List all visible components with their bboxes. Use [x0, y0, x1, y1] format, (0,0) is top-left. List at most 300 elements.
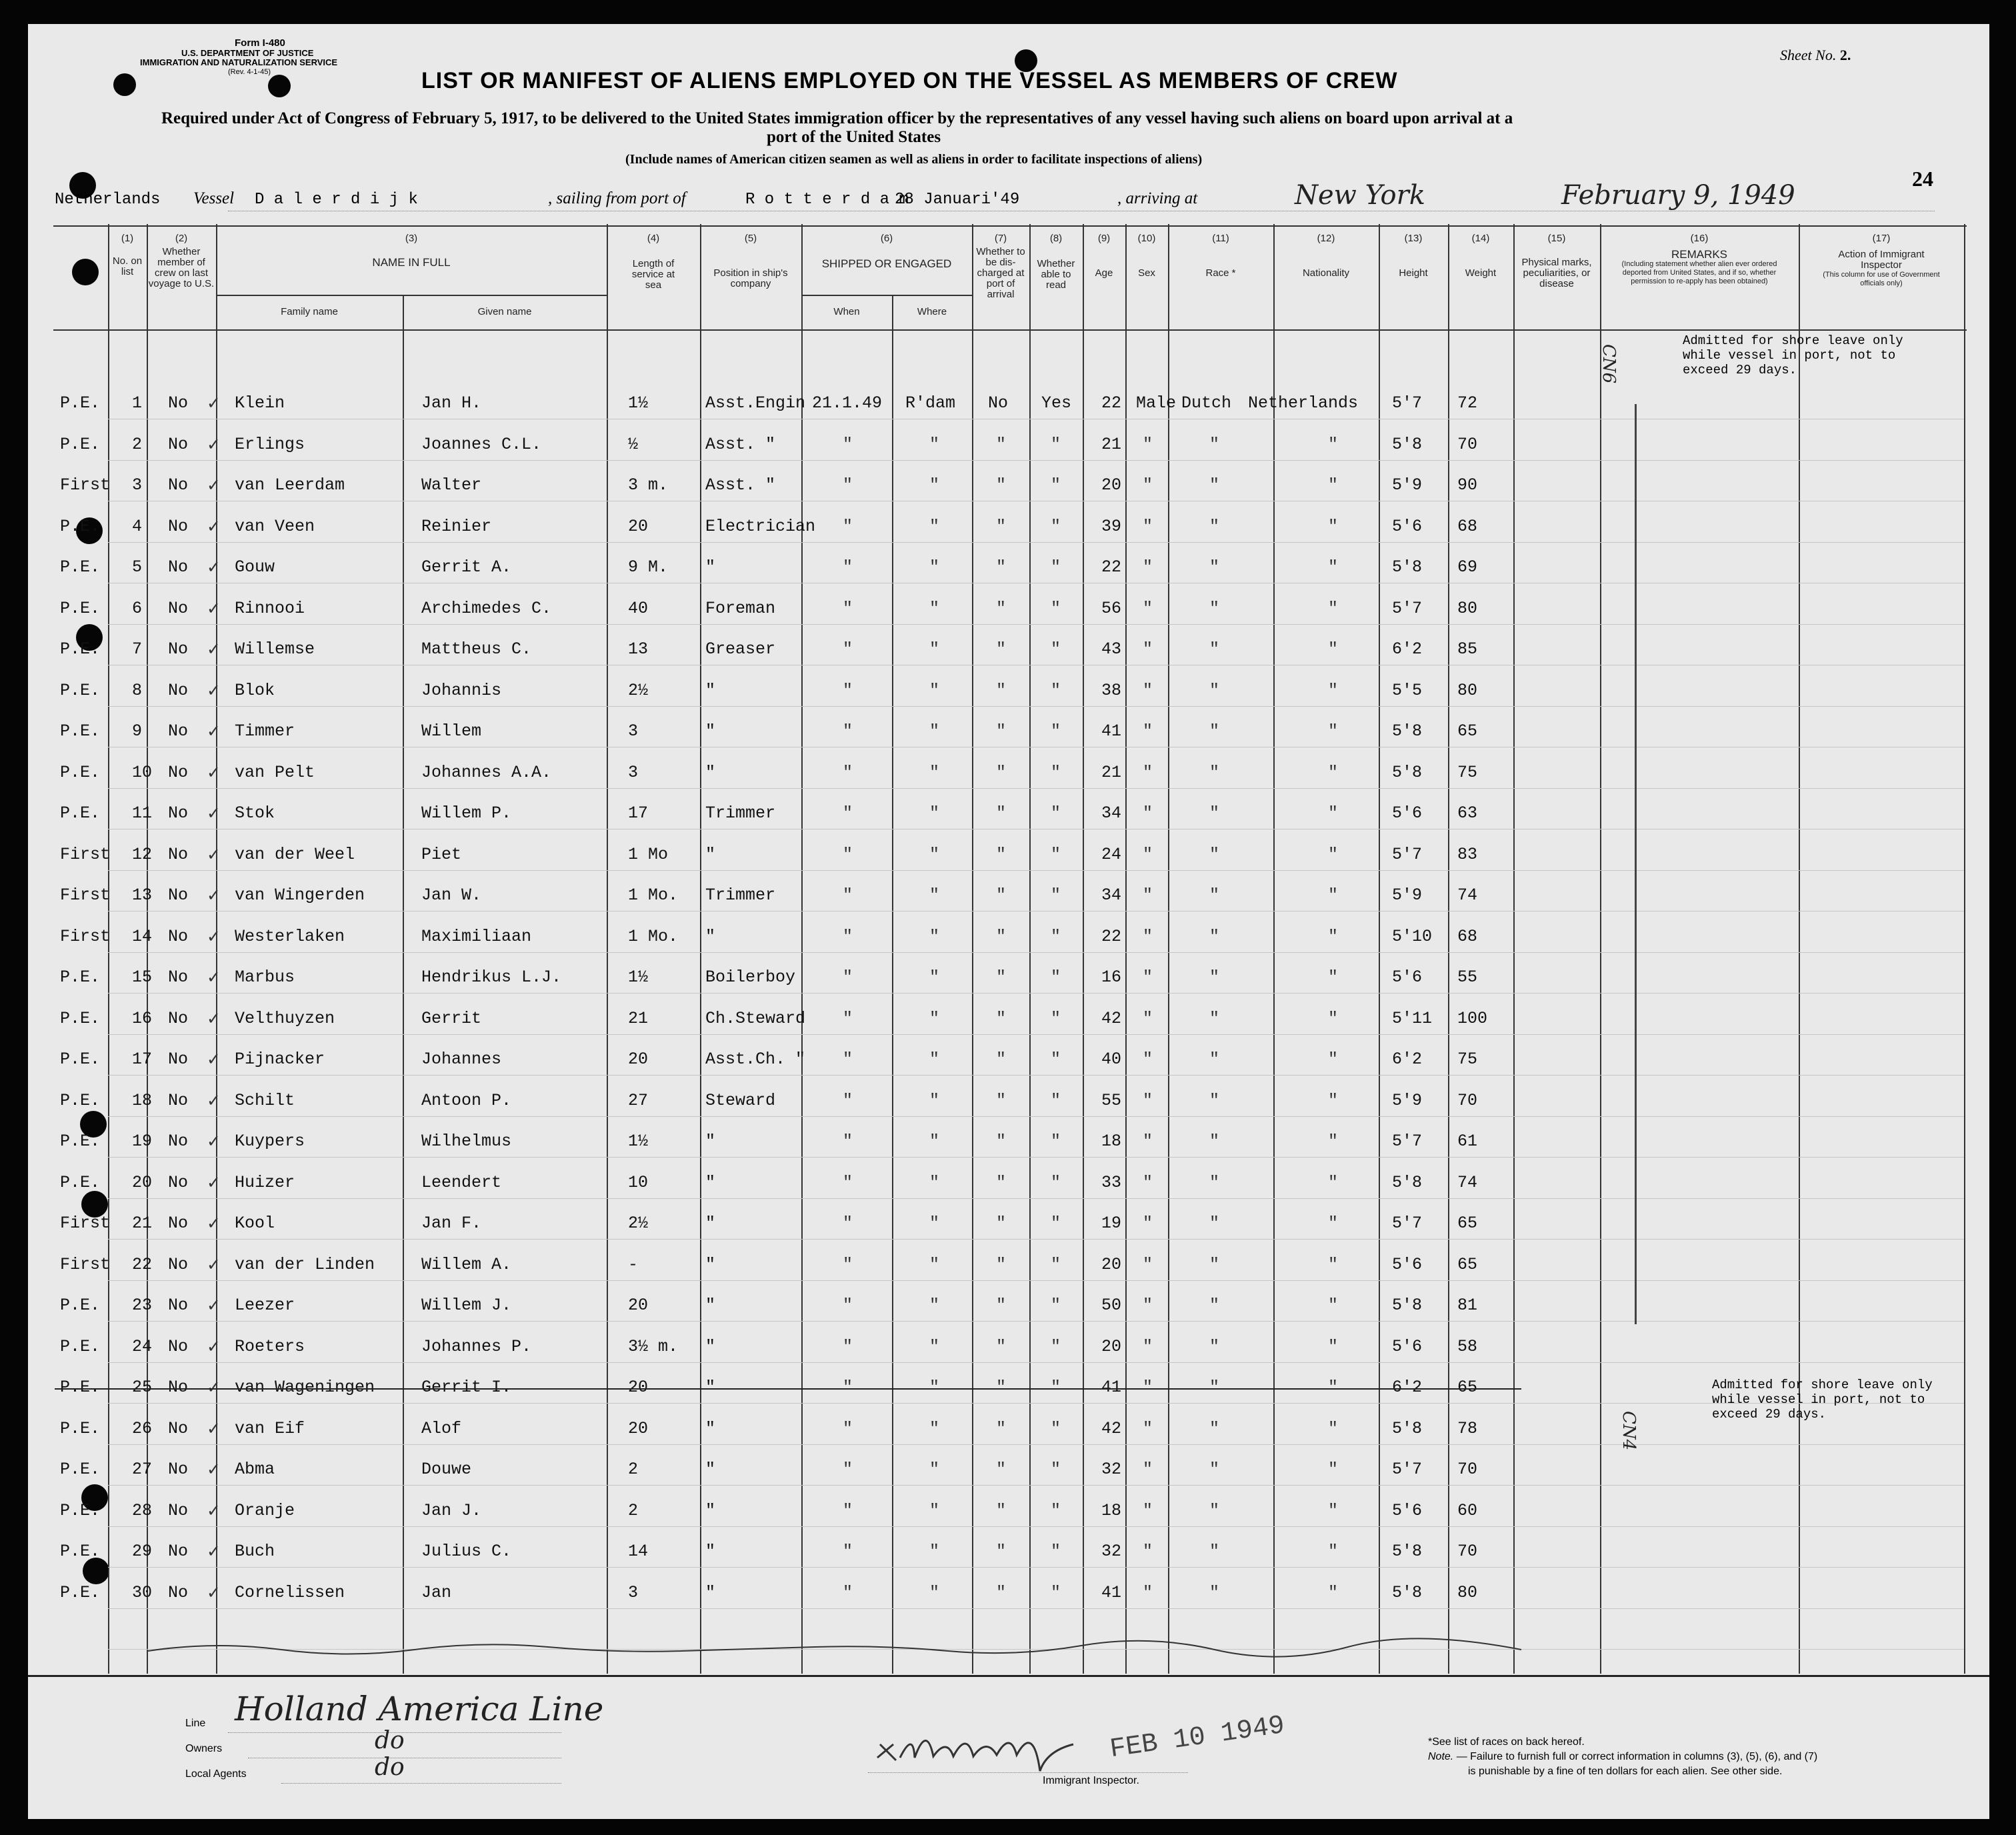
table-row [28, 671, 1989, 713]
cell-position: " [705, 1500, 716, 1520]
cell-weight: 61 [1457, 1132, 1478, 1151]
cell-when-ditto: " [843, 762, 853, 782]
cell-discharged-ditto: " [996, 844, 1007, 864]
cell-where-ditto: " [929, 1296, 940, 1315]
cell-service: 3 [628, 1582, 639, 1602]
port-to: New York [1295, 180, 1425, 211]
cell-age: 43 [1101, 639, 1122, 659]
cell-position: " [705, 1172, 716, 1192]
cell-check: ✓ [207, 968, 221, 987]
cell-age: 20 [1101, 1336, 1122, 1356]
table-row [28, 589, 1989, 631]
cell-given-name: Reinier [421, 516, 492, 536]
col-label: NAME IN FULL [372, 256, 451, 269]
cell-family-name: Westerlaken [235, 926, 345, 946]
cell-class: P.E. [60, 1008, 101, 1028]
col6-where-header: Where [917, 306, 947, 317]
cell-position: Trimmer [705, 885, 776, 905]
cell-height: 5'5 [1392, 680, 1423, 700]
col14-header [1448, 233, 1513, 279]
cell-read-ditto: " [1051, 639, 1061, 659]
cell-nationality-ditto: " [1328, 639, 1339, 659]
cell-nationality-ditto: " [1328, 1542, 1339, 1561]
col-label: No. on list [112, 255, 143, 277]
table-row [28, 753, 1989, 795]
table-row [28, 384, 1989, 425]
cell-race-ditto: " [1209, 1460, 1220, 1479]
cell-family-name: van Eif [235, 1418, 305, 1438]
cell-check: ✓ [207, 721, 221, 741]
cell-weight: 55 [1457, 968, 1478, 987]
cell-family-name: Leezer [235, 1296, 295, 1315]
cell-height: 5'8 [1392, 1582, 1423, 1602]
cell-service: 1 Mo. [628, 926, 679, 946]
cell-race: Dutch [1181, 393, 1232, 413]
line-label: Line [185, 1718, 206, 1729]
cell-where-ditto: " [929, 968, 940, 987]
table-row [28, 918, 1989, 959]
cell-sex-ditto: " [1143, 885, 1153, 905]
cell-sex-ditto: " [1143, 680, 1153, 700]
cell-race-ditto: " [1209, 885, 1220, 905]
cell-previous-voyage: No [168, 1132, 189, 1151]
cell-given-name: Walter [421, 475, 482, 495]
cell-position: " [705, 762, 716, 782]
cell-when-ditto: " [843, 1460, 853, 1479]
cell-when-ditto: " [843, 885, 853, 905]
remark-text-2b: while vessel in port, not to [1712, 1392, 1925, 1407]
cell-height: 5'7 [1392, 1132, 1423, 1151]
cell-given-name: Willem A. [421, 1254, 512, 1274]
cell-previous-voyage: No [168, 516, 189, 536]
cell-previous-voyage: No [168, 1542, 189, 1561]
cell-race-ditto: " [1209, 598, 1220, 618]
col10-header [1125, 233, 1168, 279]
col-label: REMARKS [1671, 248, 1728, 261]
cell-service: 21 [628, 1008, 649, 1028]
col-label: Physical marks, peculiarities, or disease [1521, 257, 1592, 289]
cell-given-name: Antoon P. [421, 1090, 512, 1110]
cell-height: 5'7 [1392, 1460, 1423, 1479]
cell-position: " [705, 1460, 716, 1479]
cell-height: 5'8 [1392, 434, 1423, 454]
cell-where-ditto: " [929, 721, 940, 741]
cell-where-ditto: " [929, 1542, 940, 1561]
cell-weight: 78 [1457, 1418, 1478, 1438]
cell-service: 1½ [628, 1132, 649, 1151]
cell-position: Greaser [705, 639, 776, 659]
cell-previous-voyage: No [168, 680, 189, 700]
cell-number: 15 [132, 968, 153, 987]
cell-position: " [705, 926, 716, 946]
cell-sex-ditto: " [1143, 1090, 1153, 1110]
col2-header [148, 233, 215, 289]
cell-previous-voyage: No [168, 475, 189, 495]
cell-discharged-ditto: " [996, 1460, 1007, 1479]
cell-nationality-ditto: " [1328, 1500, 1339, 1520]
cell-sex-ditto: " [1143, 1542, 1153, 1561]
cell-given-name: Hendrikus L.J. [421, 968, 562, 987]
cell-discharged-ditto: " [996, 1132, 1007, 1151]
cell-weight: 70 [1457, 434, 1478, 454]
cell-previous-voyage: No [168, 803, 189, 823]
cell-sex-ditto: " [1143, 1050, 1153, 1069]
cell-class: P.E. [60, 639, 101, 659]
cell-class: P.E. [60, 557, 101, 577]
table-row [28, 876, 1989, 918]
cell-position: Asst. " [705, 475, 776, 495]
cell-read-ditto: " [1051, 1090, 1061, 1110]
cell-service: 2½ [628, 680, 649, 700]
cell-when-ditto: " [843, 598, 853, 618]
table-row [28, 1286, 1989, 1328]
cell-read-ditto: " [1051, 680, 1061, 700]
punch-hole [113, 73, 136, 96]
cell-sex-ditto: " [1143, 1336, 1153, 1356]
cell-check: ✓ [207, 1254, 221, 1274]
cell-nationality: Netherlands [1248, 393, 1359, 413]
cell-number: 5 [132, 557, 143, 577]
col-number: (2) [175, 233, 188, 244]
cell-sex-ditto: " [1143, 516, 1153, 536]
cell-race-ditto: " [1209, 1418, 1220, 1438]
page-number: 24 [1912, 167, 1933, 191]
cell-service: 1½ [628, 393, 649, 413]
cell-where-ditto: " [929, 1582, 940, 1602]
form-revision: (Rev. 4-1-45) [228, 68, 271, 76]
col-label: Whether member of crew on last voyage to U.S. [148, 246, 215, 289]
cell-when-ditto: " [843, 557, 853, 577]
cell-race-ditto: " [1209, 1336, 1220, 1356]
cell-service: ½ [628, 434, 639, 454]
cell-given-name: Mattheus C. [421, 639, 532, 659]
cell-weight: 70 [1457, 1542, 1478, 1561]
end-of-list-wavy-line [148, 1638, 1521, 1658]
table-row [28, 794, 1989, 835]
cell-number: 6 [132, 598, 143, 618]
cell-position: Foreman [705, 598, 776, 618]
cell-where-ditto: " [929, 926, 940, 946]
cell-given-name: Johannes [421, 1050, 502, 1069]
cell-given-name: Jan F. [421, 1214, 482, 1233]
date-to: February 9, 1949 [1561, 180, 1795, 211]
cell-race-ditto: " [1209, 1254, 1220, 1274]
cell-read-ditto: " [1051, 844, 1061, 864]
cell-check: ✓ [207, 1418, 221, 1438]
cell-discharged-ditto: " [996, 1214, 1007, 1233]
cell-height: 5'7 [1392, 1214, 1423, 1233]
col-number: (10) [1137, 233, 1156, 244]
col-number: (7) [994, 233, 1007, 244]
cell-previous-voyage: No [168, 557, 189, 577]
cell-sex-ditto: " [1143, 1500, 1153, 1520]
cell-age: 19 [1101, 1214, 1122, 1233]
cell-height: 6'2 [1392, 1050, 1423, 1069]
cell-class: First [60, 1254, 111, 1274]
cell-when-ditto: " [843, 1008, 853, 1028]
cell-height: 5'8 [1392, 721, 1423, 741]
line-value: Holland America Line [235, 1690, 604, 1728]
cell-discharged-ditto: " [996, 680, 1007, 700]
table-row [28, 1328, 1989, 1369]
cell-previous-voyage: No [168, 721, 189, 741]
cell-number: 12 [132, 844, 153, 864]
remark-code-1: CN6 [1599, 344, 1619, 384]
cell-previous-voyage: No [168, 598, 189, 618]
cell-nationality-ditto: " [1328, 1582, 1339, 1602]
cell-where-ditto: " [929, 1378, 940, 1397]
cell-nationality-ditto: " [1328, 721, 1339, 741]
cell-given-name: Wilhelmus [421, 1132, 512, 1151]
cell-family-name: Gouw [235, 557, 275, 577]
cell-check: ✓ [207, 516, 221, 536]
col-number: (4) [647, 233, 660, 244]
cell-read-ditto: " [1051, 1008, 1061, 1028]
table-row [28, 958, 1989, 1000]
cell-number: 4 [132, 516, 143, 536]
cell-service: 20 [628, 1296, 649, 1315]
cell-nationality-ditto: " [1328, 680, 1339, 700]
cell-where-ditto: " [929, 1090, 940, 1110]
table-row [28, 1164, 1989, 1205]
cell-where-ditto: " [929, 680, 940, 700]
cell-service: 17 [628, 803, 649, 823]
cell-read-ditto: " [1051, 557, 1061, 577]
cell-given-name: Julius C. [421, 1542, 512, 1561]
cell-given-name: Gerrit [421, 1008, 482, 1028]
cell-family-name: Stok [235, 803, 275, 823]
cell-number: 22 [132, 1254, 153, 1274]
cell-check: ✓ [207, 762, 221, 782]
table-top-border [53, 225, 1967, 227]
cell-family-name: Rinnooi [235, 598, 305, 618]
cell-age: 24 [1101, 844, 1122, 864]
cell-weight: 68 [1457, 516, 1478, 536]
cell-family-name: Cornelissen [235, 1582, 345, 1602]
cell-height: 5'6 [1392, 803, 1423, 823]
col9-header [1083, 233, 1125, 279]
cell-sex-ditto: " [1143, 721, 1153, 741]
cell-position: Electrician [705, 516, 816, 536]
cell-service: 9 M. [628, 557, 669, 577]
cell-age: 42 [1101, 1418, 1122, 1438]
cell-check: ✓ [207, 926, 221, 946]
col-label: Position in ship's company [713, 267, 788, 289]
cell-weight: 68 [1457, 926, 1478, 946]
cell-race-ditto: " [1209, 721, 1220, 741]
cell-age: 34 [1101, 885, 1122, 905]
remark-code-2: CN4 [1619, 1411, 1639, 1451]
cell-weight: 65 [1457, 721, 1478, 741]
cell-when-ditto: " [843, 968, 853, 987]
cell-given-name: Joannes C.L. [421, 434, 542, 454]
cell-race-ditto: " [1209, 762, 1220, 782]
form-number: Form I-480 [235, 37, 285, 49]
cell-height: 5'8 [1392, 1542, 1423, 1561]
cell-number: 20 [132, 1172, 153, 1192]
cell-nationality-ditto: " [1328, 1336, 1339, 1356]
cell-class: P.E. [60, 1542, 101, 1561]
cell-where-ditto: " [929, 1418, 940, 1438]
cell-read-ditto: " [1051, 1254, 1061, 1274]
cell-age: 41 [1101, 1582, 1122, 1602]
fine-note-line2: is punishable by a fine of ten dollars for each alien. See other side. [1468, 1766, 1783, 1777]
cell-discharged-ditto: " [996, 1582, 1007, 1602]
cell-race-ditto: " [1209, 680, 1220, 700]
cell-race-ditto: " [1209, 968, 1220, 987]
cell-check: ✓ [207, 1296, 221, 1315]
table-row [28, 1368, 1989, 1410]
cell-position: Asst. " [705, 434, 776, 454]
cell-read-ditto: " [1051, 926, 1061, 946]
cell-when-ditto: " [843, 1214, 853, 1233]
cell-number: 18 [132, 1090, 153, 1110]
cell-previous-voyage: No [168, 434, 189, 454]
cell-race-ditto: " [1209, 639, 1220, 659]
cell-race-ditto: " [1209, 1050, 1220, 1069]
col-number: (1) [121, 233, 134, 244]
cell-height: 5'11 [1392, 1008, 1433, 1028]
cell-nationality-ditto: " [1328, 926, 1339, 946]
cell-read-ditto: " [1051, 1214, 1061, 1233]
cell-discharged: No [988, 393, 1009, 413]
cell-weight: 60 [1457, 1500, 1478, 1520]
cell-sex-ditto: " [1143, 598, 1153, 618]
cell-check: ✓ [207, 393, 221, 413]
cell-weight: 74 [1457, 1172, 1478, 1192]
cell-when-ditto: " [843, 1090, 853, 1110]
cell-discharged-ditto: " [996, 1500, 1007, 1520]
col6-when-header: When [833, 306, 860, 317]
cell-discharged-ditto: " [996, 639, 1007, 659]
cell-sex-ditto: " [1143, 1132, 1153, 1151]
cell-weight: 70 [1457, 1090, 1478, 1110]
cell-nationality-ditto: " [1328, 1172, 1339, 1192]
table-row [28, 1040, 1989, 1082]
cell-read-ditto: " [1051, 1500, 1061, 1520]
cell-given-name: Jan [421, 1582, 452, 1602]
cell-nationality-ditto: " [1328, 557, 1339, 577]
cell-family-name: Huizer [235, 1172, 295, 1192]
cell-previous-voyage: No [168, 1378, 189, 1397]
cell-age: 20 [1101, 1254, 1122, 1274]
table-row [28, 1532, 1989, 1574]
cell-service: 1 Mo. [628, 885, 679, 905]
cell-number: 21 [132, 1214, 153, 1233]
cell-age: 16 [1101, 968, 1122, 987]
cell-nationality-ditto: " [1328, 1296, 1339, 1315]
cell-when-ditto: " [843, 680, 853, 700]
cell-when-ditto: " [843, 844, 853, 864]
cell-age: 22 [1101, 926, 1122, 946]
cell-height: 5'6 [1392, 516, 1423, 536]
cell-nationality-ditto: " [1328, 598, 1339, 618]
cell-given-name: Piet [421, 844, 462, 864]
cell-number: 25 [132, 1378, 153, 1397]
cell-age: 21 [1101, 434, 1122, 454]
table-row [28, 1410, 1989, 1451]
cell-service: 20 [628, 1378, 649, 1397]
cell-previous-voyage: No [168, 1296, 189, 1315]
cell-read-ditto: " [1051, 475, 1061, 495]
cell-check: ✓ [207, 1132, 221, 1151]
cell-check: ✓ [207, 639, 221, 659]
cell-when-ditto: " [843, 1336, 853, 1356]
cell-height: 5'8 [1392, 1418, 1423, 1438]
cell-discharged-ditto: " [996, 968, 1007, 987]
cell-number: 10 [132, 762, 153, 782]
cell-sex-ditto: " [1143, 844, 1153, 864]
remark-text-1a: Admitted for shore leave only [1683, 333, 1903, 348]
col-number: (11) [1212, 233, 1229, 244]
cell-number: 19 [132, 1132, 153, 1151]
cell-class: P.E. [60, 434, 101, 454]
cell-race-ditto: " [1209, 803, 1220, 823]
cell-sex-ditto: " [1143, 1582, 1153, 1602]
cell-family-name: Erlings [235, 434, 305, 454]
cell-service: 2½ [628, 1214, 649, 1233]
cell-when-ditto: " [843, 1172, 853, 1192]
cell-where-ditto: " [929, 598, 940, 618]
cell-class: P.E. [60, 968, 101, 987]
cell-family-name: Blok [235, 680, 275, 700]
cell-weight: 58 [1457, 1336, 1478, 1356]
cell-previous-voyage: No [168, 1336, 189, 1356]
cell-number: 3 [132, 475, 143, 495]
cell-class: P.E. [60, 1296, 101, 1315]
cell-class: P.E. [60, 680, 101, 700]
subtitle-note: (Include names of American citizen seamen as well as aliens in order to facilitate inspections of aliens) [625, 152, 1203, 167]
cell-nationality-ditto: " [1328, 1378, 1339, 1397]
cell-previous-voyage: No [168, 1254, 189, 1274]
table-row [28, 835, 1989, 877]
cell-race-ditto: " [1209, 1542, 1220, 1561]
cell-previous-voyage: No [168, 1214, 189, 1233]
cell-family-name: Willemse [235, 639, 315, 659]
cell-family-name: Schilt [235, 1090, 295, 1110]
sheet-number [1780, 47, 1851, 64]
cell-number: 23 [132, 1296, 153, 1315]
cell-given-name: Archimedes C. [421, 598, 552, 618]
cell-check: ✓ [207, 1500, 221, 1520]
cell-class: First [60, 475, 111, 495]
cell-service: 20 [628, 516, 649, 536]
cell-nationality-ditto: " [1328, 1460, 1339, 1479]
cell-age: 55 [1101, 1090, 1122, 1110]
cell-position: " [705, 1418, 716, 1438]
inspector-signature [873, 1718, 1087, 1778]
table-row [28, 712, 1989, 753]
col-number: (6) [880, 233, 893, 244]
cell-service: - [628, 1254, 639, 1274]
cell-number: 7 [132, 639, 143, 659]
cell-weight: 80 [1457, 680, 1478, 700]
agents-value: do [375, 1754, 405, 1781]
cell-height: 5'6 [1392, 1254, 1423, 1274]
cell-class: P.E. [60, 1172, 101, 1192]
fine-note [1428, 1751, 1817, 1763]
cell-service: 3 [628, 721, 639, 741]
cell-where-ditto: " [929, 516, 940, 536]
cell-race-ditto: " [1209, 1132, 1220, 1151]
col3-given-header: Given name [477, 306, 532, 317]
col7-header [973, 233, 1028, 300]
cell-family-name: Buch [235, 1542, 275, 1561]
cell-position: " [705, 1296, 716, 1315]
cell-age: 18 [1101, 1132, 1122, 1151]
cell-check: ✓ [207, 1214, 221, 1233]
cell-read-ditto: " [1051, 1336, 1061, 1356]
